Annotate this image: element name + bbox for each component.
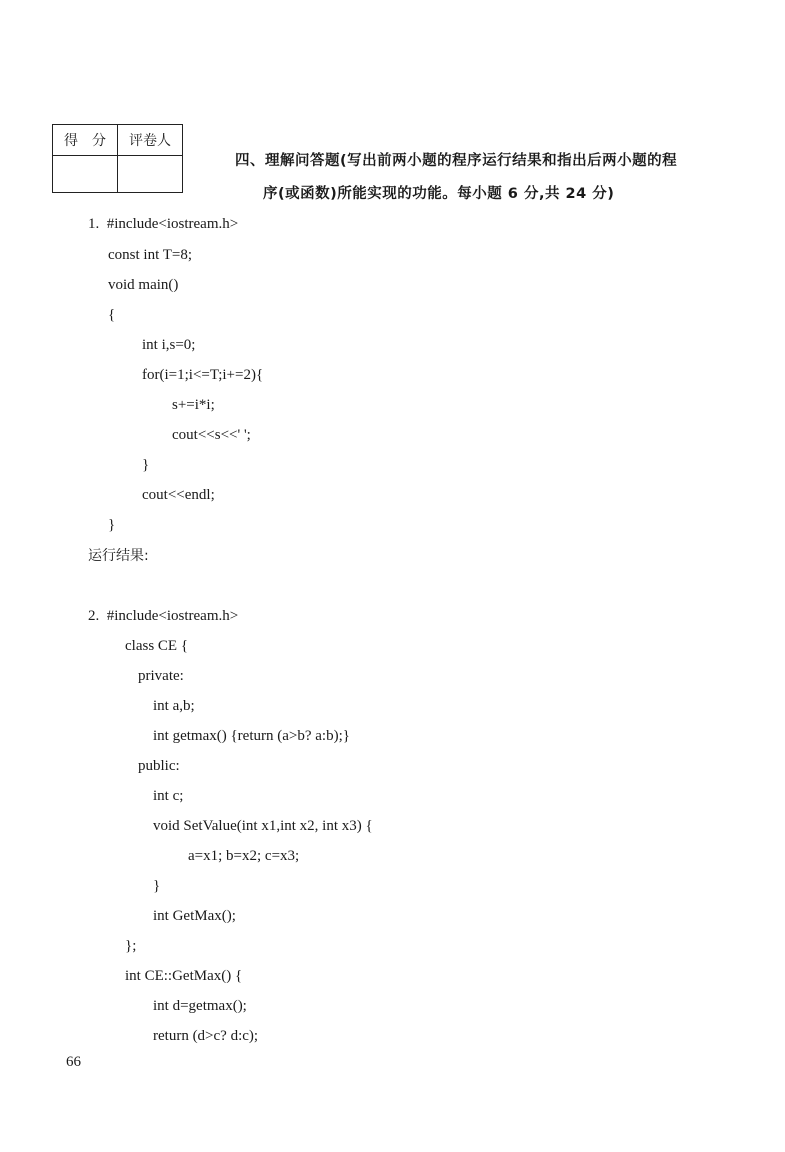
q2-line-8: void SetValue(int x1,int x2, int x3) { — [153, 818, 373, 834]
q1-line-2: const int T=8; — [108, 247, 193, 263]
score-cell[interactable] — [53, 156, 118, 193]
q1-line-3: void main() — [108, 277, 179, 293]
score-table — [52, 124, 183, 193]
q2-line-15: return (d>c? d:c); — [153, 1028, 259, 1044]
q1-line-9: } — [142, 457, 150, 473]
q1-line-6: for(i=1;i<=T;i+=2){ — [142, 367, 264, 383]
q2-line-5: int getmax() {return (a>b? a:b);} — [153, 728, 350, 744]
q2-line-13: int CE::GetMax() { — [125, 968, 243, 984]
section-heading-line1: 四、理解问答题(写出前两小题的程序运行结果和指出后两小题的程 — [235, 153, 678, 169]
q1-line-8: cout<<s<<' '; — [172, 427, 251, 443]
page-number: 66 — [66, 1054, 81, 1070]
q1-result-label: 运行结果: — [88, 548, 149, 564]
section-heading-line2: 序(或函数)所能实现的功能。每小题 6 分,共 24 分) — [263, 186, 615, 202]
grader-cell[interactable] — [118, 156, 183, 193]
q2-line-12: }; — [125, 938, 137, 954]
q1-line-5: int i,s=0; — [142, 337, 196, 353]
q2-line-4: int a,b; — [153, 698, 195, 714]
q2-line-10: } — [153, 878, 161, 894]
q2-line-6: public: — [138, 758, 180, 774]
q2-line-3: private: — [138, 668, 184, 684]
q2-line-9: a=x1; b=x2; c=x3; — [188, 848, 300, 864]
q2-line-2: class CE { — [125, 638, 189, 654]
q2-line-14: int d=getmax(); — [153, 998, 247, 1014]
q2-line-11: int GetMax(); — [153, 908, 236, 924]
q1-line-4: { — [108, 307, 116, 323]
q1-line-1: 1. #include<iostream.h> — [88, 216, 239, 232]
q2-line-7: int c; — [153, 788, 184, 804]
q1-line-10: cout<<endl; — [142, 487, 215, 503]
q2-line-1: 2. #include<iostream.h> — [88, 608, 239, 624]
score-header: 得 分 — [53, 125, 118, 156]
q1-line-11: } — [108, 517, 116, 533]
q1-line-7: s+=i*i; — [172, 397, 215, 413]
grader-header: 评卷人 — [118, 125, 183, 156]
